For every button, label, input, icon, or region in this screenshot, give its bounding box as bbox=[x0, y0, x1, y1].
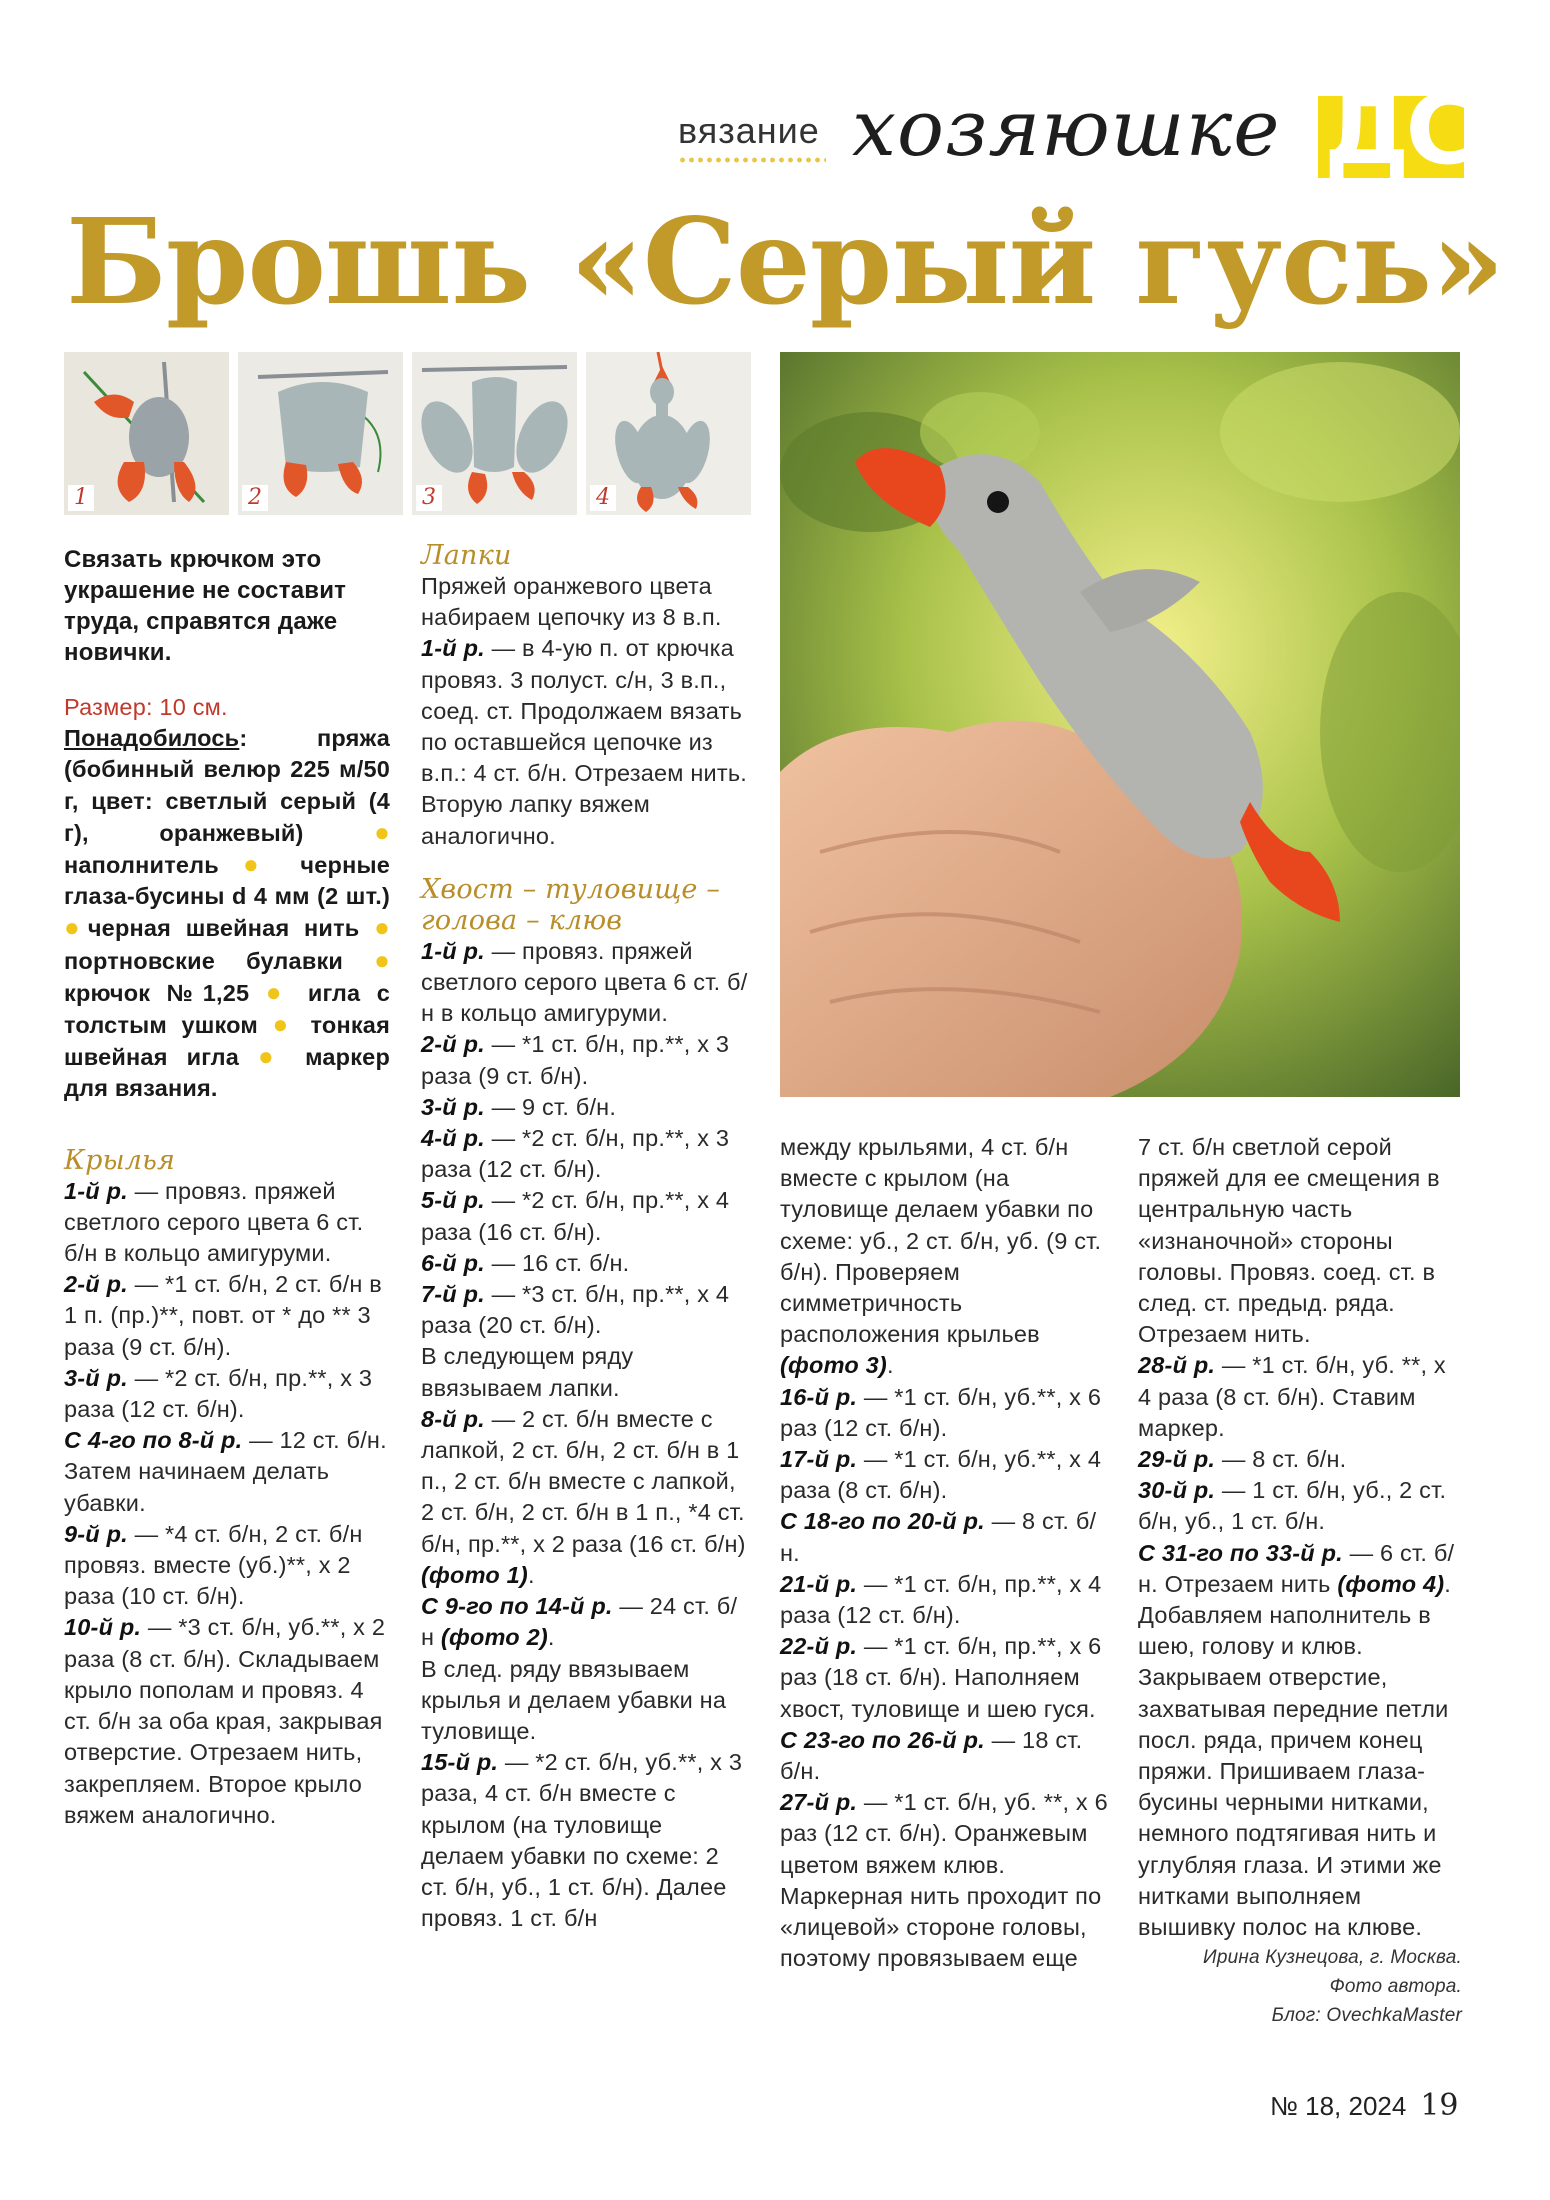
step-number: 4 bbox=[590, 485, 616, 511]
legs-intro: Пряжей оранжевого цвета набираем цепочку из 8 в.п. bbox=[421, 573, 722, 631]
logo-text: ДС bbox=[1324, 74, 1472, 186]
step-number: 1 bbox=[68, 485, 94, 511]
step-number: 2 bbox=[242, 485, 268, 511]
pattern-row: В следующем ряду ввязываем лапки. bbox=[421, 1343, 634, 1401]
article-title: Брошь «Серый гусь» bbox=[66, 192, 1504, 331]
step-photo-4 bbox=[586, 352, 751, 515]
material-item: портновские булавки bbox=[64, 947, 344, 974]
page-number: 19 bbox=[1420, 2088, 1459, 2123]
pattern-row: 30-й р. — 1 ст. б/н, уб., 2 ст. б/н, уб., 1 ст. б/н. bbox=[1138, 1477, 1447, 1535]
step-photo-2 bbox=[238, 352, 403, 515]
column-4 bbox=[1138, 1132, 1462, 2030]
section-label: вязание bbox=[678, 110, 820, 151]
pattern-row: 6-й р. — 16 ст. б/н. bbox=[421, 1249, 630, 1276]
material-item: наполнитель bbox=[64, 852, 219, 879]
pattern-row: 29-й р. — 8 ст. б/н. bbox=[1138, 1446, 1347, 1473]
pattern-row: 10-й р. — *3 ст. б/н, уб.**, х 2 раза (8 ст. б/н). Складываем крыло пополам и провяз. 4 ст. б/н за оба края, закрывая отверстие. Отрезаем нить, закрепляем. Второе крыло вяжем аналогично. bbox=[64, 1614, 386, 1828]
pattern-row: С 9-го по 14-й р. — 24 ст. б/н (фото 2). bbox=[421, 1593, 738, 1651]
pattern-row: 17-й р. — *1 ст. б/н, уб.**, х 4 раза (8 ст. б/н). bbox=[780, 1446, 1102, 1504]
photo-credit: Фото автора. bbox=[1329, 1976, 1462, 1998]
pattern-row: 21-й р. — *1 ст. б/н, пр.**, х 4 раза (12 ст. б/н). bbox=[780, 1570, 1102, 1629]
section-dots-divider bbox=[678, 156, 826, 164]
step-number: 3 bbox=[416, 485, 442, 511]
goose-brooch-in-hand-photo bbox=[780, 352, 1460, 1097]
pattern-row: 3-й р. — *2 ст. б/н, пр.**, х 3 раза (12 ст. б/н). bbox=[64, 1364, 373, 1423]
column-1 bbox=[64, 544, 390, 1831]
body-heading: Хвост – туловище – голова – клюв bbox=[421, 873, 721, 936]
material-item: пряжа (бобинный велюр 225 м/50 г, цвет: светлый серый (4 г), оранжевый) bbox=[64, 725, 390, 846]
material-item: крючок №1,25 bbox=[64, 979, 250, 1006]
pattern-row: 1-й р. — провяз. пряжей светлого серого цвета 6 ст. б/н в кольцо амигуруми. bbox=[64, 1177, 364, 1267]
materials-list: Понадобилось: пряжа (бобинный велюр 225 м/50 г, цвет: светлый серый (4 г), оранжевый) ● наполнитель ● черные глаза-бусины d 4 мм (2 шт.) ●черная швейная нить ● портновские булавки ● крючок №1,25 ● игла с толстым ушком ● тонкая швейная игла ● маркер для вязания. bbox=[64, 725, 391, 1102]
wings-heading: Крылья bbox=[64, 1144, 176, 1176]
material-item: игла с толстым ушком bbox=[64, 979, 390, 1039]
pattern-row: 3-й р. — 9 ст. б/н. bbox=[421, 1093, 617, 1120]
pattern-row: 1-й р. — в 4-ую п. от крючка провяз. 3 полуст. с/н, 3 в.п., соед. ст. Продолжаем вязать по оставшейся цепочке из в.п.: 4 ст. б/н. Отрезаем нить. Вторую лапку вяжем аналогично. bbox=[421, 635, 748, 849]
step-photo-1 bbox=[64, 352, 229, 515]
pattern-row: 7-й р. — *3 ст. б/н, пр.**, х 4 раза (20 ст. б/н). bbox=[421, 1281, 730, 1339]
legs-heading: Лапки bbox=[421, 540, 512, 571]
pattern-row: 28-й р. — *1 ст. б/н, уб. **, х 4 раза (8 ст. б/н). Ставим маркер. bbox=[1138, 1352, 1446, 1441]
pattern-row: С 4-го по 8-й р. — 12 ст. б/н. Затем начинаем делать убавки. bbox=[64, 1427, 387, 1516]
pattern-row: 16-й р. — *1 ст. б/н, уб.**, х 6 раз (12 ст. б/н). bbox=[780, 1383, 1102, 1441]
material-item: маркер для вязания. bbox=[64, 1044, 390, 1102]
pattern-row: 4-й р. — *2 ст. б/н, пр.**, х 3 раза (12 ст. б/н). bbox=[421, 1125, 730, 1183]
column-2 bbox=[421, 540, 749, 1934]
pattern-row: 27-й р. — *1 ст. б/н, уб. **, х 6 раз (12 ст. б/н). Оранжевым цветом вяжем клюв. Маркерная нить проходит по «лицевой» стороне головы, поэтому провязываем еще bbox=[780, 1789, 1108, 1972]
main-photo bbox=[780, 352, 1460, 1097]
pattern-row: 9-й р. — *4 ст. б/н, 2 ст. б/н провяз. вместе (уб.)**, х 2 раза (10 ст. б/н). bbox=[64, 1520, 363, 1610]
blog-credit: Блог: OvechkaMaster bbox=[1271, 2005, 1462, 2027]
material-item: тонкая швейная игла bbox=[64, 1012, 390, 1071]
pattern-row: 22-й р. — *1 ст. б/н, пр.**, х 6 раз (18 ст. б/н). Наполняем хвост, туловище и шею гуся. bbox=[780, 1633, 1102, 1722]
pattern-row: 5-й р. — *2 ст. б/н, пр.**, х 4 раза (16 ст. б/н). bbox=[421, 1187, 730, 1245]
pattern-row: С 18-го по 20-й р. — 8 ст. б/н. bbox=[780, 1508, 1097, 1566]
size-text: Размер: 10 см. bbox=[64, 694, 228, 720]
pattern-row: 2-й р. — *1 ст. б/н, 2 ст. б/н в 1 п. (пр.)**, повт. от * до ** 3 раза (9 ст. б/н). bbox=[64, 1271, 382, 1360]
step-photo-3 bbox=[412, 352, 577, 515]
materials-label: Понадобилось bbox=[64, 725, 240, 752]
pattern-row: 2-й р. — *1 ст. б/н, пр.**, х 3 раза (9 ст. б/н). bbox=[421, 1031, 730, 1089]
material-item: черные глаза-бусины d 4 мм (2 шт.) bbox=[64, 852, 391, 910]
column-3 bbox=[780, 1132, 1108, 1974]
intro-text: Связать крючком это украшение не составит труда, справятся даже новички. bbox=[64, 546, 347, 666]
pattern-row: С 31-го по 33-й р. — 6 ст. б/н. Отрезаем нить (фото 4). Добавляем наполнитель в шею, голову и клюв. Закрываем отверстие, захватывая передние петли посл. ряда, причем конец пряжи. Пришиваем глаза-бусины черными нитками, немного подтягивая нить и углубляя глаза. И этими же нитками выполняем вышивку полос на клюве. bbox=[1138, 1539, 1455, 1941]
material-item: черная швейная нить bbox=[87, 915, 360, 942]
pattern-row: 1-й р. — провяз. пряжей светлого серого цвета 6 ст. б/н в кольцо амигуруми. bbox=[421, 937, 748, 1027]
magazine-rubric: хозяюшке bbox=[852, 84, 1281, 174]
pattern-continued: между крыльями, 4 ст. б/н вместе с крылом (на туловище делаем убавки по схеме: уб., 2 ст. б/н, уб. (9 ст. б/н). Проверяем симметричность расположения крыльев (фото 3). bbox=[780, 1134, 1102, 1379]
pattern-row: 8-й р. — 2 ст. б/н вместе с лапкой, 2 ст. б/н, 2 ст. б/н в 1 п., 2 ст. б/н вместе с лапкой, 2 ст. б/н, 2 ст. б/н в 1 п., *4 ст. б/н, пр.**, х 2 раза (16 ст. б/н)(фото 1). bbox=[421, 1405, 746, 1588]
pattern-row: В след. ряду ввязываем крылья и делаем убавки на туловище. bbox=[421, 1655, 727, 1744]
pattern-row: 15-й р. — *2 ст. б/н, уб.**, х 3 раза, 4 ст. б/н вместе с крылом (на туловище делаем убавки по схеме: 2 ст. б/н, уб., 1 ст. б/н). Далее провяз. 1 ст. б/н bbox=[421, 1749, 743, 1932]
pattern-continued: 7 ст. б/н светлой серой пряжей для ее смещения в центральную часть «изнаночной» стороны головы. Провяз. соед. ст. в след. ст. предыд. ряда. Отрезаем нить. bbox=[1138, 1134, 1440, 1348]
pattern-row: С 23-го по 26-й р. — 18 ст. б/н. bbox=[780, 1726, 1083, 1785]
magazine-logo bbox=[1318, 74, 1472, 186]
page-footer bbox=[1270, 2088, 1459, 2123]
author-credit: Ирина Кузнецова, г. Москва. bbox=[1203, 1947, 1462, 1969]
issue-number: № 18, 2024 bbox=[1270, 2091, 1407, 2121]
